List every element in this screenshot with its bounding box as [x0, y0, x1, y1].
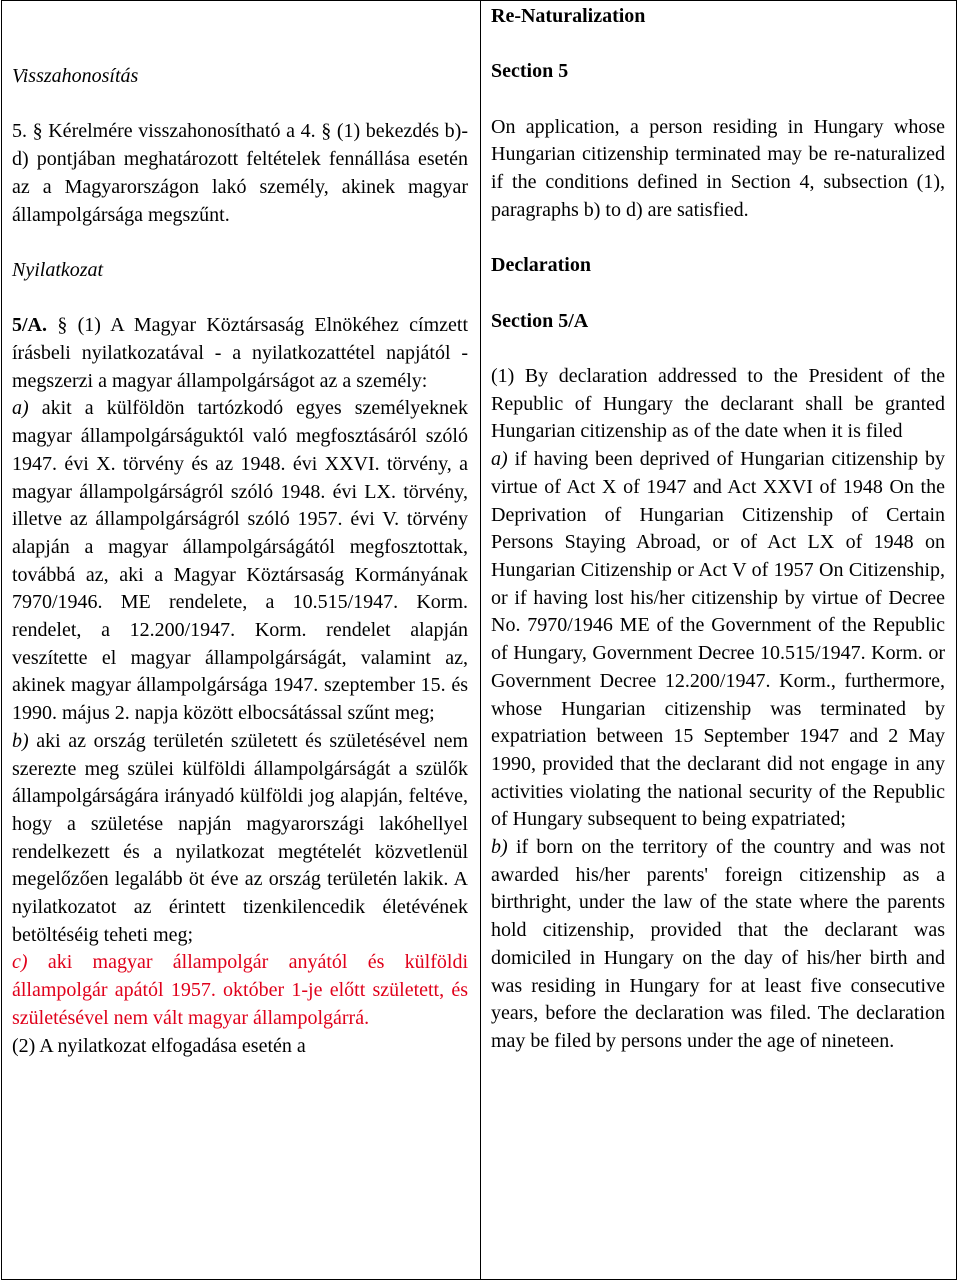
point-c-hu	[12, 949, 468, 1032]
heading-renaturalization: Re-Naturalization	[491, 5, 646, 27]
point-b-text-en: if born on the territory of the country and was not awarded his/her parents' foreign citizenship as a birthright, under the law of the state where the parents hold citizenship, provided that the declarant was domiciled in Hungary on the day of his/her birth and was residing in Hungary for at least five consecutive years, before the declaration was filed. The declaration may be filed by persons under the age of nineteen.	[491, 836, 946, 1052]
heading-section-5: Section 5	[491, 60, 569, 83]
section-5-en: On application, a person residing in Hungary whose Hungarian citizenship terminated may be re-naturalized if the conditions defined in Section 4, subsection (1), paragraphs b) to d) are satisfied.	[491, 115, 945, 221]
heading-declaration: Declaration	[491, 254, 591, 277]
point-b-label-en: b)	[491, 836, 508, 859]
point-a-text-hu: akit a külföldön tartózkodó egyes személyeknek magyar állampolgárságuktól való megfosztásáról szóló 1947. évi X. törvény és az 1948. évi XXVI. törvény, a magyar állampolgárságról szóló 1948. évi LX. törvény, illetve az állampolgárságról szóló 1957. évi V. törvény alapján a magyar állampolgárságától megfosztottak, továbbá az, aki a Magyar Köztársaság Kormányának 7970/1946. ME rendelete, a 10.515/1947. Korm. rendelet, a 12.200/1947. Korm. rendelet alapján veszítette el magyar állampolgárságát, valamint az, akinek magyar állampolgársága 1947. szeptember 15. és 1990. május 2. napja között elbocsátással szűnt meg;	[12, 397, 468, 725]
section-5a-label-hu: 5/A.	[12, 314, 47, 337]
point-a-en	[491, 446, 945, 834]
point-a-hu	[12, 395, 468, 727]
point-b-label-hu: b)	[12, 729, 29, 752]
point-b-hu	[12, 728, 468, 950]
hungarian-column	[12, 0, 468, 1060]
point-b-text-hu: aki az ország területén született és születésével nem szerezte meg szülei külföldi állampolgárságát a szülők állampolgárságára irányadó külföldi jog alapján, feltéve, hogy a születése napján magyarországi lakóhellyel rendelkezett és a nyilatkozat megtételét közvetlenül megelőzően legalább öt éve az ország területén lakik. A nyilatkozatot az érintett tizenkilencedik életévének betöltéséig teheti meg;	[12, 729, 468, 946]
heading-section-5a: Section 5/A	[491, 309, 589, 332]
point-c-text-hu: aki magyar állampolgár anyától és külföldi állampolgár apától 1957. október 1-je előtt született, és születésével nem vált magyar állampolgárrá.	[12, 951, 469, 1029]
section-5a-intro-hu	[12, 312, 468, 395]
table-border-right	[956, 0, 957, 1280]
heading-visszahonositas: Visszahonosítás	[12, 65, 139, 87]
paragraph-2-hu: (2) A nyilatkozat elfogadása esetén a	[12, 1034, 306, 1057]
table-column-divider	[480, 0, 481, 1280]
paragraph-1-en: (1) By declaration addressed to the President of the Republic of Hungary the declarant shall be granted Hungarian citizenship as of the date when it is filed	[491, 365, 945, 443]
point-a-label-hu: a)	[12, 397, 29, 420]
point-c-label-hu: c)	[12, 951, 28, 974]
heading-nyilatkozat: Nyilatkozat	[12, 258, 104, 281]
english-column	[491, 0, 945, 1056]
point-a-text-en: if having been deprived of Hungarian citizenship by virtue of Act X of 1947 and Act XXVI of 1948 On the Deprivation of Hungarian Citizenship of Certain Persons Staying Abroad, or of Act LX of 1948 on Hungarian Citizenship or Act V of 1957 On Citizenship, or if having lost his/her citizenship by virtue of Decree No. 7970/1946 ME of the Government of the Republic of Hungary, Government Decree 10.515/1947. Korm. or Government Decree 12.200/1947. Korm., furthermore, whose Hungarian citizenship was terminated by expatriation between 15 September 1947 and 2 May 1990, provided that the declarant did not engage in any activities violating the national security of the Republic of Hungary subsequent to being expatriated;	[491, 448, 945, 831]
table-border-left	[1, 0, 2, 1280]
point-a-label-en: a)	[491, 448, 508, 471]
section-5a-intro-text-hu: § (1) A Magyar Köztársaság Elnökéhez címzett írásbeli nyilatkozatával - a nyilatkozattétel napjától - megszerzi a magyar állampolgárságot az a személy:	[12, 314, 469, 392]
section-5-hu: 5. § Kérelmére visszahonosítható a 4. § (1) bekezdés b)-d) pontjában meghatározott feltételek fennállása esetén az a Magyarországon lakó személy, akinek magyar állampolgársága megszűnt.	[12, 120, 468, 226]
table-border-bottom	[1, 1279, 957, 1280]
point-b-en	[491, 834, 945, 1056]
